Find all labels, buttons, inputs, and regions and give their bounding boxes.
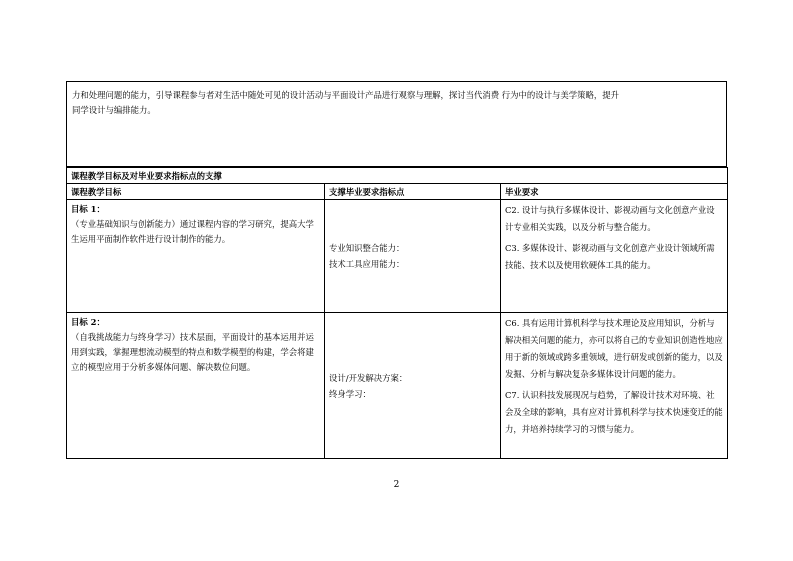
section-heading: 课程教学目标及对毕业要求指标点的支撑 (67, 168, 728, 184)
requirement-cell (501, 200, 728, 313)
requirement-item: C2. 设计与执行多媒体设计、影视动画与文化创意产业设计专业相关实践，以及分析与整合能力。 (505, 205, 715, 232)
goal-cell (67, 200, 325, 313)
support-cell (325, 200, 501, 313)
intro-line-1: 力和处理问题的能力，引导课程参与者对生活中随处可见的设计活动与平面设计产品进行观察与理解，探讨当代消费 行为中的设计与美学策略，提升 (72, 90, 620, 100)
requirement-cell (501, 313, 728, 459)
intro-paragraph (72, 88, 722, 118)
col-header-goals: 课程教学目标 (67, 184, 325, 200)
objectives-table (66, 167, 728, 459)
support-cell (325, 313, 501, 459)
table-header-row (67, 184, 728, 200)
support-item: 终身学习： (329, 388, 371, 399)
support-item: 技术工具应用能力： (329, 259, 405, 269)
requirement-item: C6. 具有运用计算机科学与技术理论及应用知识，分析与解决相关问题的能力，亦可以将自己的专业知识创造性地应用于新的领域或跨多重领域，进行研发或创新的能力，以及发掘、分析与解决复杂多媒体设计问题的能力。 (505, 318, 723, 379)
requirement-item: C3. 多媒体设计、影视动画与文化创意产业设计领域所需技能、技术以及使用软硬体工具的能力。 (505, 243, 715, 270)
goal-title: 目标 1： (71, 204, 105, 214)
goal-description: （专业基础知识与创新能力）通过课程内容的学习研究，提高大学生运用平面制作软件进行设计制作的能力。 (71, 219, 314, 244)
goal-title: 目标 2： (71, 317, 105, 327)
table-row (67, 200, 728, 313)
col-header-requirements: 毕业要求 (501, 184, 728, 200)
intro-line-2: 同学设计与编排能力。 (72, 105, 156, 115)
goal-cell (67, 313, 325, 459)
col-header-support: 支撑毕业要求指标点 (325, 184, 501, 200)
requirement-item: C7. 认识科技发展现况与趋势，了解设计技术对环境、社会及全球的影响，具有应对计算机科学与技术快速变迁的能力，并培养持续学习的习惯与能力。 (505, 390, 723, 434)
page-number: 2 (393, 480, 400, 490)
goal-description: （自我挑战能力与终身学习）技术层面，平面设计的基本运用并运用到实践，掌握理想流动模型的特点和数学模型的构建，学会将建立的模型应用于分析多媒体问题、解决数位问题。 (71, 332, 314, 372)
support-item: 专业知识整合能力： (329, 243, 405, 253)
support-item: 设计/开发解决方案： (329, 372, 408, 383)
table-row (67, 313, 728, 459)
